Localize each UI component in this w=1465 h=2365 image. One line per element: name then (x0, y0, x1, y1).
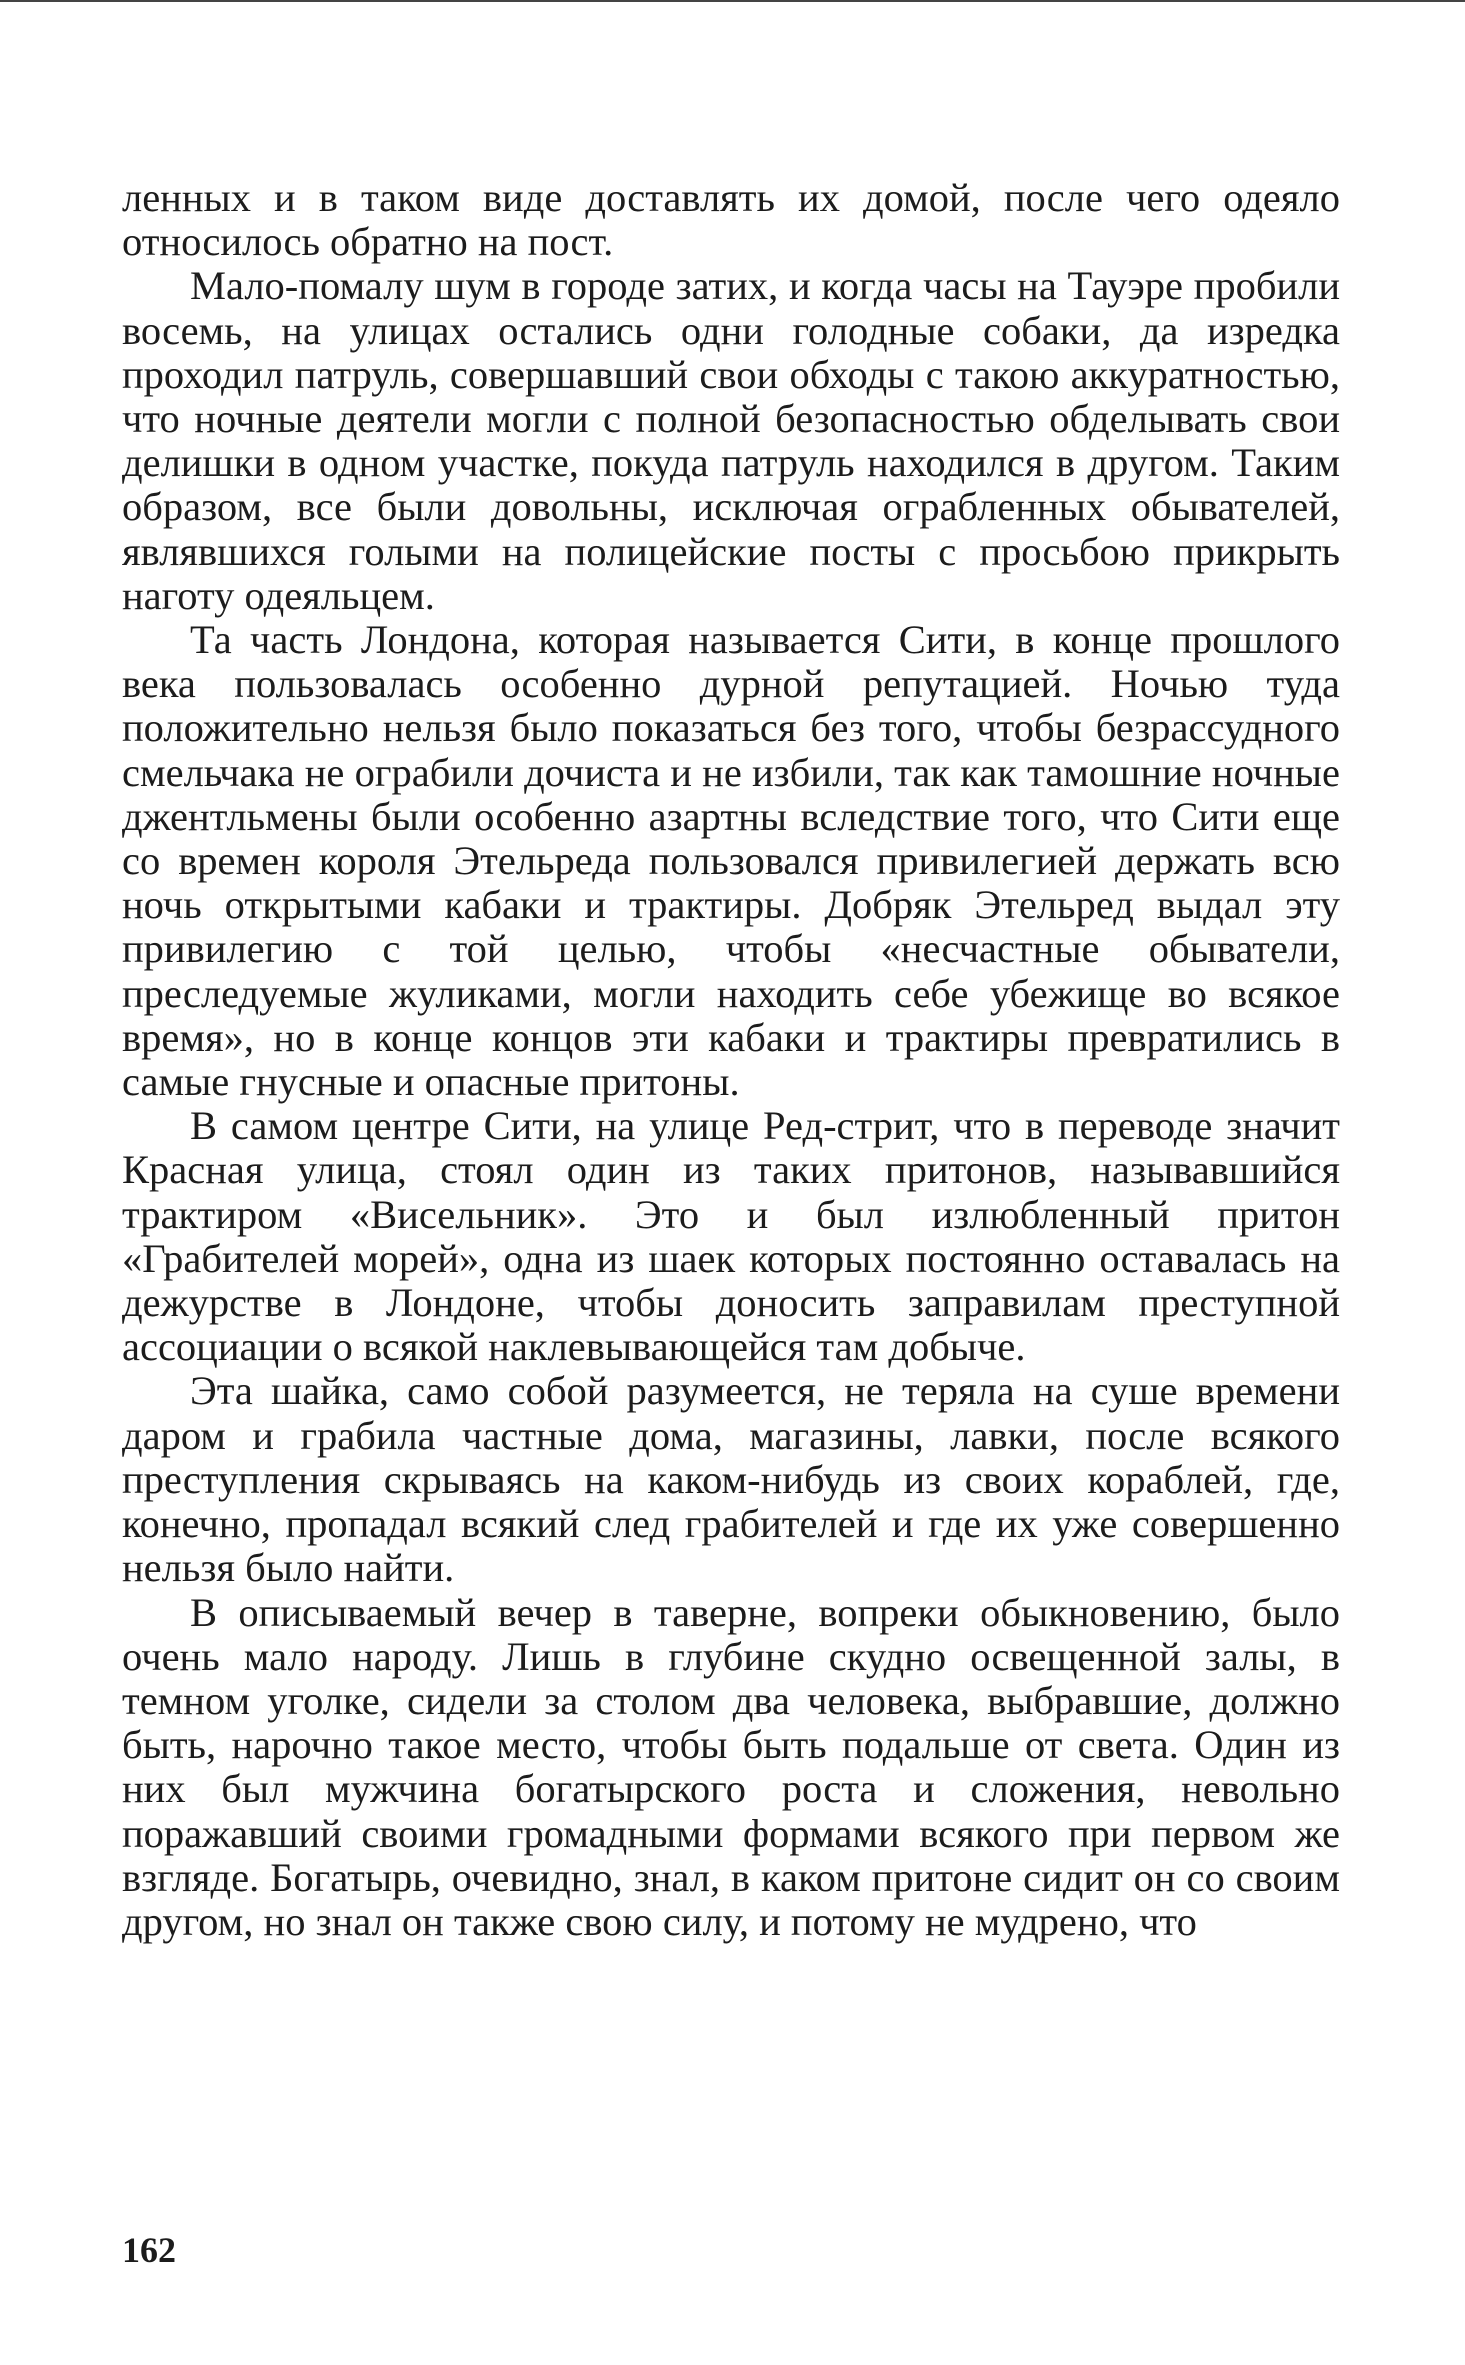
page-body (122, 176, 1340, 1944)
paragraph-gang: Эта шайка, само собой разумеется, не теряла на суше времени даром и грабила частные дома, магазины, лавки, после всякого преступления скрываясь на каком-нибудь из своих кораблей, где, конечно, пропадал всякий след грабителей и где их уже совершенно нельзя было найти. (122, 1368, 1340, 1591)
page-number: 162 (122, 2230, 176, 2270)
paragraph-evening-tavern: В описываемый вечер в таверне, вопреки обыкновению, было очень мало народу. Лишь в глубине скудно освещенной залы, в темном уголке, сидели за столом два человека, выбравшие, должно быть, нарочно такое место, чтобы быть подальше от света. Один из них был мужчина богатырского роста и сложения, невольно поражавший своими громадными формами всякого при первом же взгляде. Богатырь, очевидно, знал, в каком притоне сидит он со своим другом, но знал он также свою силу, и потому не мудрено, что (122, 1589, 1340, 1944)
paragraph-night-patrol: Мало-помалу шум в городе затих, и когда часы на Тауэре пробили восемь, на улицах остались одни голодные собаки, да изредка проходил патруль, совершавший свои обходы с такою аккуратностью, что ночные деятели могли с полной безопасностью обделывать свои делишки в одном участке, покуда патруль находился в другом. Таким образом, все были довольны, исключая ограбленных обывателей, являвшихся голыми на полицейские посты с просьбою прикрыть наготу одеяльцем. (122, 263, 1340, 618)
paragraph-city-reputation: Та часть Лондона, которая называется Сити, в конце прошлого века пользовалась особенно дурной репутацией. Ночью туда положительно нельзя было показаться без того, чтобы безрассудного смельчака не ограбили дочиста и не избили, так как тамошние ночные джентльмены были особенно азартны вследствие того, что Сити еще со времен короля Этельреда пользовался привилегией держать всю ночь открытыми кабаки и трактиры. Добряк Этельред выдал эту привилегию с той целью, чтобы «несчастные обыватели, преследуемые жуликами, могли находить себе убежище во всякое время», но в конце концов эти кабаки и трактиры превратились в самые гнусные и опасные притоны. (122, 617, 1340, 1105)
paragraph-continuation: ленных и в таком виде доставлять их домой, после чего одеяло относилось обратно на пост. (122, 175, 1340, 265)
paragraph-gallows-tavern: В самом центре Сити, на улице Ред-стрит, что в переводе значит Красная улица, стоял один из таких притонов, называвшийся трактиром «Висельник». Это и был излюбленный притон «Грабителей морей», одна из шаек которых постоянно оставалась на дежурстве в Лондоне, чтобы доносить заправилам преступной ассоциации о всякой наклевывающейся там добыче. (122, 1103, 1340, 1370)
page-top-edge (0, 0, 1465, 2)
